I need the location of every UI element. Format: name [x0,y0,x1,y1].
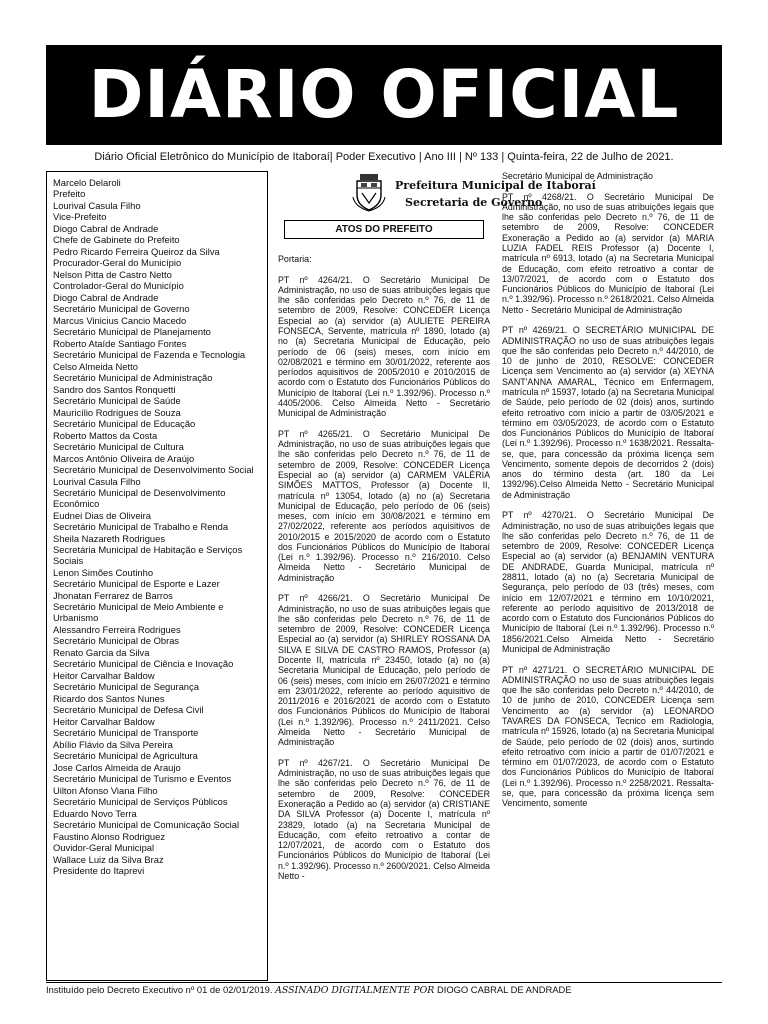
official-name: Pedro Ricardo Ferreira Queiroz da Silva [53,246,220,257]
official-name: Celso Almeida Netto [53,361,138,372]
official-entry [53,477,263,510]
official-entry [53,454,263,476]
official-name: Renato Garcia da Silva [53,646,150,658]
footer-signer: DIOGO CABRAL DE ANDRADE [434,984,572,995]
official-role: Chefe de Gabinete do Prefeito [53,233,180,245]
official-entry [53,316,263,338]
official-name: Marcus Vinicius Cancio Macedo [53,315,187,326]
official-name: Uilton Afonso Viana Filho [53,784,158,796]
officials-sidebar [46,171,268,981]
official-role: Vice-Prefeito [53,210,107,222]
official-entry [53,431,263,453]
official-role: Secretário Municipal de Desenvolvimento Social [53,463,254,475]
official-name: Mauricílio Rodrigues de Souza [53,407,181,418]
official-role: Secretário Municipal de Desenvolvimento Econômico [53,486,226,509]
official-name: Ricardo dos Santos Nunes [53,692,165,704]
official-role: Secretário Municipal de Meio Ambiente e Urbanismo [53,600,224,623]
footer-rule [46,982,722,983]
official-name: Diogo Cabral de Andrade [53,223,159,234]
section-title: ATOS DO PREFEITO [284,220,484,239]
official-name: Diogo Cabral de Andrade [53,292,159,303]
official-role: Secretário Municipal de Segurança [53,680,199,692]
official-entry [53,763,263,785]
official-name: Eudnei Dias de Oliveira [53,509,151,521]
official-role: Secretário Municipal de Educação [53,417,196,429]
footer [46,984,722,997]
official-name: Alessandro Ferreira Rodrigues [53,623,181,635]
official-role: Secretário Municipal de Governo [53,302,190,314]
official-name: Roberto Ataíde Santiago Fontes [53,338,187,349]
official-entry [53,855,263,877]
official-role: Secretário Municipal de Comunicação Social [53,818,240,830]
official-name: Jhonatan Ferrarez de Barros [53,589,173,601]
official-name: Sandro dos Santos Ronquetti [53,384,176,395]
official-name: Nelson Pitta de Castro Netto [53,269,172,280]
official-entry [53,362,263,384]
official-role: Secretário Municipal de Serviços Públicos [53,795,228,807]
edition-info: Diário Oficial Eletrônico do Município de Itaboraí| Poder Executivo | Ano III | Nº 133 | Quinta-feira, 22 de Julho de 2021. [94,151,674,163]
official-entry [53,511,263,533]
official-role: Secretário Municipal de Obras [53,634,180,646]
official-role: Ouvidor-Geral Municipal [53,841,155,853]
official-entry [53,201,263,223]
official-entry [53,625,263,647]
official-name: Abílio Flávio da Silva Pereira [53,738,173,750]
act-paragraph: Secretário Municipal de Administração [502,171,653,181]
footer-signed-label: ASSINADO DIGITALMENTE POR [275,985,435,996]
official-name: Heitor Carvalhar Baldow [53,669,155,681]
official-entry [53,648,263,670]
org-name: Prefeitura Municipal de Itaboraí [395,179,596,192]
official-role: Procurador-Geral do Município [53,256,182,268]
official-role: Secretário Municipal de Turismo e Eventos [53,772,232,784]
act-paragraph: PT nº 4270/21. O Secretário Municipal De Administração, no uso de suas atribuições legais que lhe são conferidas pelo Decreto n.º 76, de 11 de setembro de 2009, Resolve: CONCEDER Licença Especial ao (a) servidor (a) BENJAMIN VENTURA DE ANDRADE, Guarda Municipal, matrícula nº 28811, lotado (a) no (a) Secretaria Municipal de Segurança, pelo período de 03 (três) meses, com início em 12/07/2021 e término em 10/10/2021, referente ao período aquisitivo de 2013/2018 de acordo com o Estatuto dos Funcionários Públicos do Município de Itaboraí (Lei n.º 1.392/96). Processo n.º 1856/2021.Celso Almeida Netto - Secretário Municipal de Administração [502,510,714,654]
act-paragraph: PT nº 4265/21. O Secretário Municipal De Administração, no uso de suas atribuições legais que lhe são conferidas pelo Decreto n.º 76, de 11 de setembro de 2009, Resolve: CONCEDER Licença Especial ao (a) servidor (a) CARMEM VALÉRIA SIMÕES MATTOS, Professor (a) Docente II, matrícula nº 13054, lotado (a) no (a) Secretaria Municipal de Educação, pelo período de 06 (seis) meses, com início em 30/08/2021 e término em 27/02/2022, referente aos períodos aquisitivos de 2010/2015 e 2015/2020 de acordo com o Estatuto dos Funcionários Públicos do Município de Itaboraí (Lei n.º 1.392/96). Processo n.º 216/2010. Celso Almeida Netto - Secretário Municipal de Administração [278,428,490,583]
official-role: Secretário Municipal de Cultura [53,440,184,452]
official-entry [53,339,263,361]
official-entry [53,809,263,831]
column-1 [278,171,596,981]
act-paragraph: PT nº 4264/21. O Secretário Municipal De Administração, no uso de suas atribuições legais que lhe são conferidas pelo Decreto n.º 76, de 11 de setembro de 2009, Resolve: CONCEDER Licença Especial ao (a) servidor (a) AULIETE PEREIRA FONSECA, Servente, matrícula nº 1890, lotado (a) no (a) Secretaria Municipal de Educação, pelo período de 06 (seis) meses, com início em 02/08/2021 e término em 30/01/2022, referente aos períodos aquisitivos de 2005/2010 e 2010/2015 de acordo com o Estatuto dos Funcionários Públicos do Município de Itaboraí (Lei n.º 1.392/96). Processo n.º 4405/2006. Celso Almeida Netto - Secretário Municipal de Administração [278,274,490,419]
official-name: Jose Carlos Almeida de Araujo [53,761,181,773]
coat-of-arms-icon [352,173,386,211]
official-entry [53,694,263,716]
official-role: Secretário Municipal de Transporte [53,726,199,738]
official-entry [53,178,263,200]
act-paragraph: PT nº 4267/21. O Secretário Municipal De Administração, no uso de suas atribuições legais que lhe são conferidas pelo Decreto n.º 76, de 11 de setembro de 2009, Resolve: CONCEDER Exoneração a Pedido ao (a) servidor (a) CRISTIANE DA SILVA Professor (a) Docente I, matrícula nº 23829, lotado (a) na Secretaria Municipal de Educação, com efeito retroativo a contar de 12/07/2021, de acordo com o Estatuto dos Funcionários Públicos do Município de Itaboraí (Lei n.º 1.392/96). Processo n.º 2600/2021. Celso Almeida Netto - [278,757,490,881]
official-name: Lenon Simões Coutinho [53,566,154,578]
act-paragraph: PT nº 4269/21. O SECRETÁRIO MUNICIPAL DE ADMINISTRAÇÃO no uso de suas atribuições legais que lhe são conferidas pelo Decreto n.º 44/2010, de 10 de junho de 2010, RESOLVE: CONCEDER Licença sem Vencimento ao (a) servidor (a) XEYNA SANT'ANNA AMARAL, Técnico em Enfermagem, matrícula nº 15937, lotado (a) na Secretaria Municipal de Saúde, pelo período de 02 (dois) anos, surtindo efeito retroativo com início a partir de 03/05/2021 e término em 03/05/2023, de acordo com o Estatuto dos Funcionários Públicos do Município de Itaboraí (Lei n.º 1.392/96). Processo n.º 1638/2021. Ressalta-se, que, para concessão da próxima licença sem Vencimento, somente depois de decorridos 2 (dois) anos do término desta (art. 180 da Lei 1392/96).Celso Almeida Netto - Secretário Municipal de Administração [502,325,714,500]
official-entry [53,534,263,567]
official-role: Secretário Municipal de Esporte e Lazer [53,577,220,589]
official-entry [53,568,263,590]
official-entry [53,270,263,292]
official-name: Marcos Antônio Oliveira de Araújo [53,453,195,464]
official-name: Sheila Nazareth Rodrigues [53,532,166,544]
official-role: Secretário Municipal de Fazenda e Tecnologia [53,348,246,360]
official-entry [53,385,263,407]
portaria-label: Portaria: [278,254,312,264]
official-entry [53,740,263,762]
official-role: Presidente do Itaprevi [53,864,145,876]
official-entry [53,717,263,739]
org-department: Secretaria de Governo [405,196,543,209]
official-name: Lourival Casula Filho [53,476,141,487]
official-entry [53,247,263,269]
official-entry [53,832,263,854]
act-paragraph: PT nº 4268/21. O Secretário Municipal De Administração, no uso de suas atribuições legais que lhe são conferidas pelo Decreto n.º 76, de 11 de setembro de 2009, Resolve: CONCEDER Exoneração a Pedido ao (a) servidor (a) MARIA LUZIA FADEL REIS Professor (a) Docente I, matrícula nº 6913, lotado (a) na Secretaria Municipal de Educação, com efeito retroativo a contar de 13/07/2021, de acordo com o Estatuto dos Funcionários Públicos do Município de Itaboraí (Lei n.º 1.392/96). Processo n.º 2618/2021. Celso Almeida Netto - Secretário Municipal de Administração [502,191,714,315]
official-entry [53,786,263,808]
footer-decree: Instituído pelo Decreto Executivo nº 01 de 02/01/2019. [46,984,276,995]
official-name: Lourival Casula Filho [53,200,141,211]
newspaper-title: DIÁRIO OFICIAL [88,56,680,133]
official-name: Marcelo Delaroli [53,177,121,188]
official-name: Wallace Luiz da Silva Braz [53,853,164,865]
official-entry [53,591,263,624]
content-columns [278,171,722,981]
official-entry [53,293,263,315]
official-entry [53,671,263,693]
column-2 [502,171,714,981]
official-name: Heitor Carvalhar Baldow [53,715,155,727]
act-paragraph: PT nº 4266/21. O Secretário Municipal De Administração, no uso de suas atribuições legais que lhe são conferidas pelo Decreto n.º 76, de 11 de setembro de 2009, Resolve: CONCEDER Licença Especial ao (a) servidor (a) SHIRLEY ROSSANA DA SILVA E SILVA DE CASTRO RAMOS, Professor (a) Docente II, matrícula nº 23450, lotado (a) no (a) Secretaria Municipal de Educação, pelo período de 06 (seis) meses, com início em 26/07/2021 e término em 23/01/2022, referente ao período aquisitivo de 2011/2016 e 2016/2021 de acordo com o Estatuto dos Funcionários Públicos do Município de Itaboraí (Lei n.º 1.392/96). Processo n.º 2411/2021. Celso Almeida Netto - Secretário Municipal de Administração [278,593,490,748]
official-role: Secretário Municipal de Planejamento [53,325,211,337]
act-paragraph: PT nº 4271/21. O SECRETÁRIO MUNICIPAL DE ADMINISTRAÇÃO no uso de suas atribuições legais que lhe são conferidas pelo Decreto n.º 44/2010, de 10 de junho de 2010, CONCEDER Licença sem Vencimento ao (a) servidor (a) LEONARDO TAVARES DA FONSECA, Tecnico em Radiologia, matrícula nº 15926, lotado (a) na Secretaria Municipal de Saúde, pelo período de 02 (dois) anos, surtindo efeito retroativo com início a partir de 01/07/2021 e término em 01/07/2023, de acordo com o Estatuto dos Funcionários Públicos do Município de Itaboraí (Lei n.º 1.392/96). Processo n.º 2258/2021. Ressalta-se, que, para concessão da próxima licença sem Vencimento, somente [502,664,714,809]
official-role: Secretário Municipal de Saúde [53,394,181,406]
official-name: Faustino Alonso Rodriguez [53,830,166,842]
official-name: Roberto Mattos da Costa [53,430,158,441]
official-role: Secretária Municipal de Habitação e Serviços Sociais [53,543,243,566]
official-entry [53,224,263,246]
official-role: Controlador-Geral do Município [53,279,184,291]
official-role: Secretário Municipal de Agricultura [53,749,198,761]
official-role: Prefeito [53,187,86,199]
official-role: Secretário Municipal de Trabalho e Renda [53,520,229,532]
official-entry [53,408,263,430]
official-role: Secretário Municipal de Defesa Civil [53,703,204,715]
column-1-body [278,220,490,892]
official-role: Secretário Municipal de Administração [53,371,213,383]
masthead [46,45,722,145]
official-name: Eduardo Novo Terra [53,807,137,819]
official-role: Secretário Municipal de Ciência e Inovação [53,657,234,669]
